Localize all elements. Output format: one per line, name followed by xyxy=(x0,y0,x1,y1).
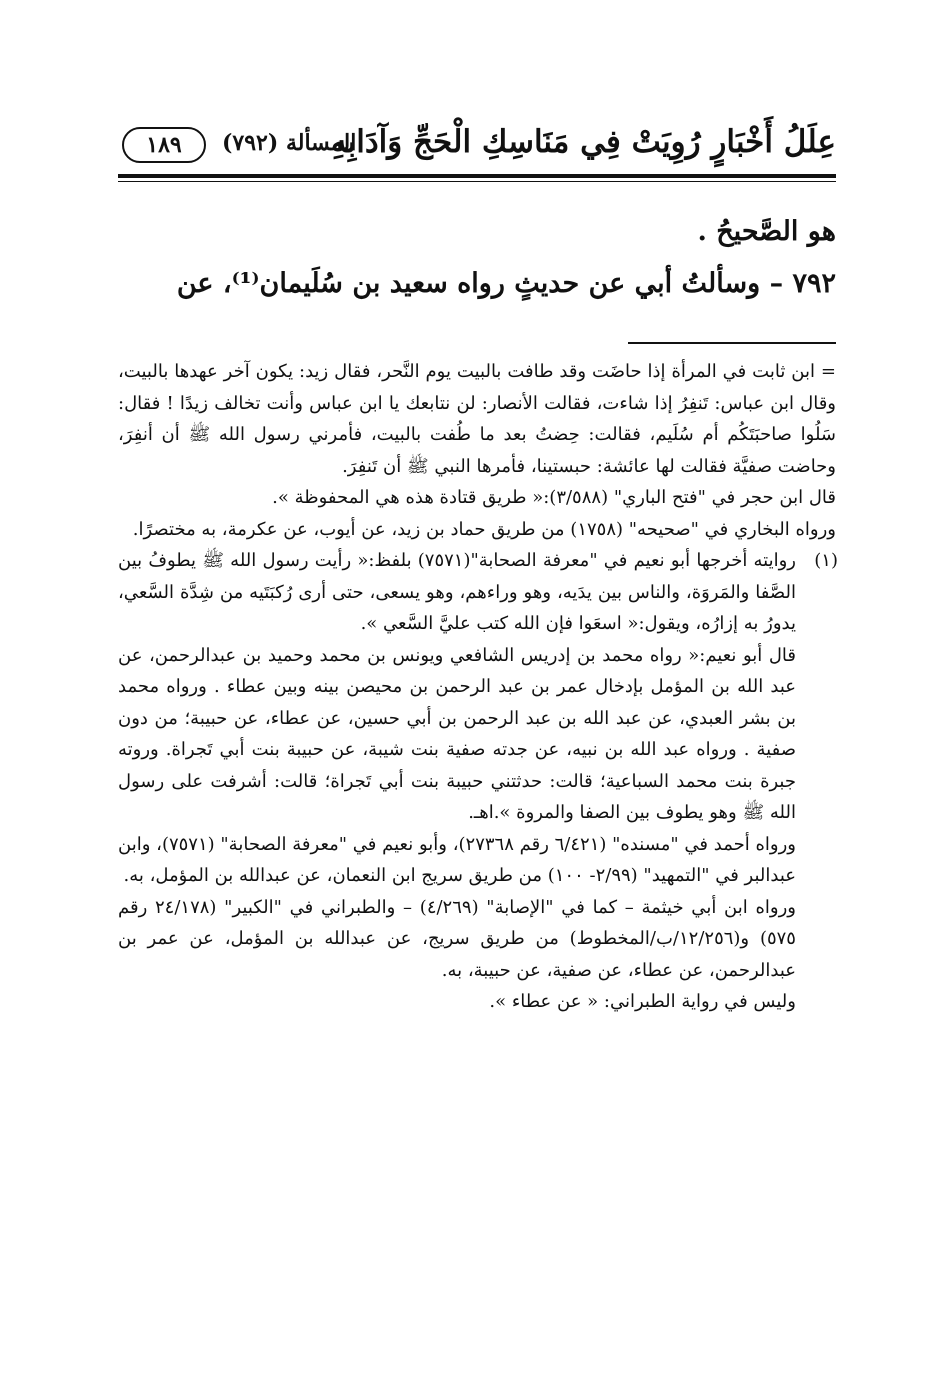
footnote-1 xyxy=(118,545,836,1018)
header-rule-thin xyxy=(118,181,836,182)
footnotes xyxy=(118,356,836,1018)
question-number: المسألة (٧٩٢) xyxy=(222,130,357,156)
book-title: عِلَلُ أَخْبَارٍ رُوِيَتْ فِي مَنَاسِكِ الْحَجِّ وَآدَابِهِ xyxy=(330,124,836,160)
footnote-continuation-3: ورواه البخاري في "صحيحه" (١٧٥٨) من طريق حماد بن زيد، عن أيوب، عن عكرمة، به مختصرًا. xyxy=(132,518,836,540)
footnote-continuation-2: قال ابن حجر في "فتح الباري" (٣/٥٨٨):« طريق قتادة هذه هي المحفوظة ». xyxy=(272,487,836,508)
footnote-1-para-3: ورواه أحمد في "مسنده" (٦/٤٢١ رقم ٢٧٣٦٨)، وأبو نعيم في "معرفة الصحابة" (٧٥٧١)، وابن عبدالبر في "التمهيد" (٢/٩٩- ١٠٠) من طريق سريج ابن النعمان، عن عبدالله بن المؤمل، به. xyxy=(118,833,796,886)
footnote-1-para-4: ورواه ابن أبي خيثمة – كما في "الإصابة" (٤/٢٦٩) – والطبراني في "الكبير" (٢٤/١٧٨ رقم ٥٧٥) و(١٢/٢٥٦/ب/المخطوط) من طريق سريج، عن عبدالله بن المؤمل، عن عمر بن عبدالرحمن، عن عطاء، عن صفية، عن حبيبة، به. xyxy=(118,896,796,981)
header-rule-thick xyxy=(118,174,836,178)
main-line-1: هو الصَّحيحُ . xyxy=(697,216,836,247)
footnote-1-para-1: روايته أخرجها أبو نعيم في "معرفة الصحابة"(٧٥٧١) بلفظ:« رأيت رسول الله ﷺ يطوفُ بين الصَّفا والمَروَة، والناس بين يدَيه، وهو وراءهم، وهو يسعى، حتى أرى رُكبَتَيه من شِدَّة السَّعي، يدورُ به إزارُه، ويقول:« اسعَوا فإن الله كتب عليَّ السَّعي ». xyxy=(118,550,796,634)
page-number: ١٨٩ xyxy=(122,127,206,163)
footnote-continuation-1: = ابن ثابت في المرأة إذا حاضَت وقد طافت بالبيت يوم النَّحر، فقال زيد: يكون آخر عهدها بالبيت، وقال ابن عباس: تَنفِرُ إذا شاءت، فقالت الأنصار: لن نتابعك يا ابن عباس وأنت تخالف زيدًا ! فقال: سَلُوا صاحبَتَكُم أم سُلَيم، فقالت: حِضتُ بعد ما طُفت بالبيت، فأمرني رسول الله ﷺ أن أنفِرَ، وحاضت صفيَّة فقالت لها عائشة: حبستينا، فأمرها النبي ﷺ أن تَنفِرَ. xyxy=(118,361,836,477)
footnote-1-marker: (١) xyxy=(814,550,838,571)
main-line-2: ٧٩٢ – وسألتُ أبي عن حديثٍ رواه سعيد بن سُلَيمان⁽¹⁾، عن xyxy=(176,268,836,299)
footnote-separator xyxy=(628,342,836,344)
footnote-1-para-5: وليس في رواية الطبراني: « عن عطاء ». xyxy=(489,991,796,1012)
main-text xyxy=(118,206,836,310)
running-header xyxy=(118,118,836,188)
footnote-1-para-2: قال أبو نعيم:« رواه محمد بن إدريس الشافعي ويونس بن محمد وحميد بن عبدالرحمن، عن عبد الله بن المؤمل بإدخال عمر بن عبد الرحمن بن محيصن بينه وبين عطاء . ورواه محمد بن بشر العبدي، عن عبد الله بن عبد الرحمن بن أبي حسين، عن عطاء، عن حبيبة؛ من دون صفية . ورواه عبد الله بن نبيه، عن جدته صفية بنت شيبة، عن حبيبة بنت أبي تَجراة. وروته جبرة بنت محمد السباعية؛ قالت: حدثتني حبيبة بنت أبي تَجراة؛ قالت: أشرفت على رسول الله ﷺ وهو يطوف بين الصفا والمروة ».اهـ. xyxy=(118,644,796,823)
